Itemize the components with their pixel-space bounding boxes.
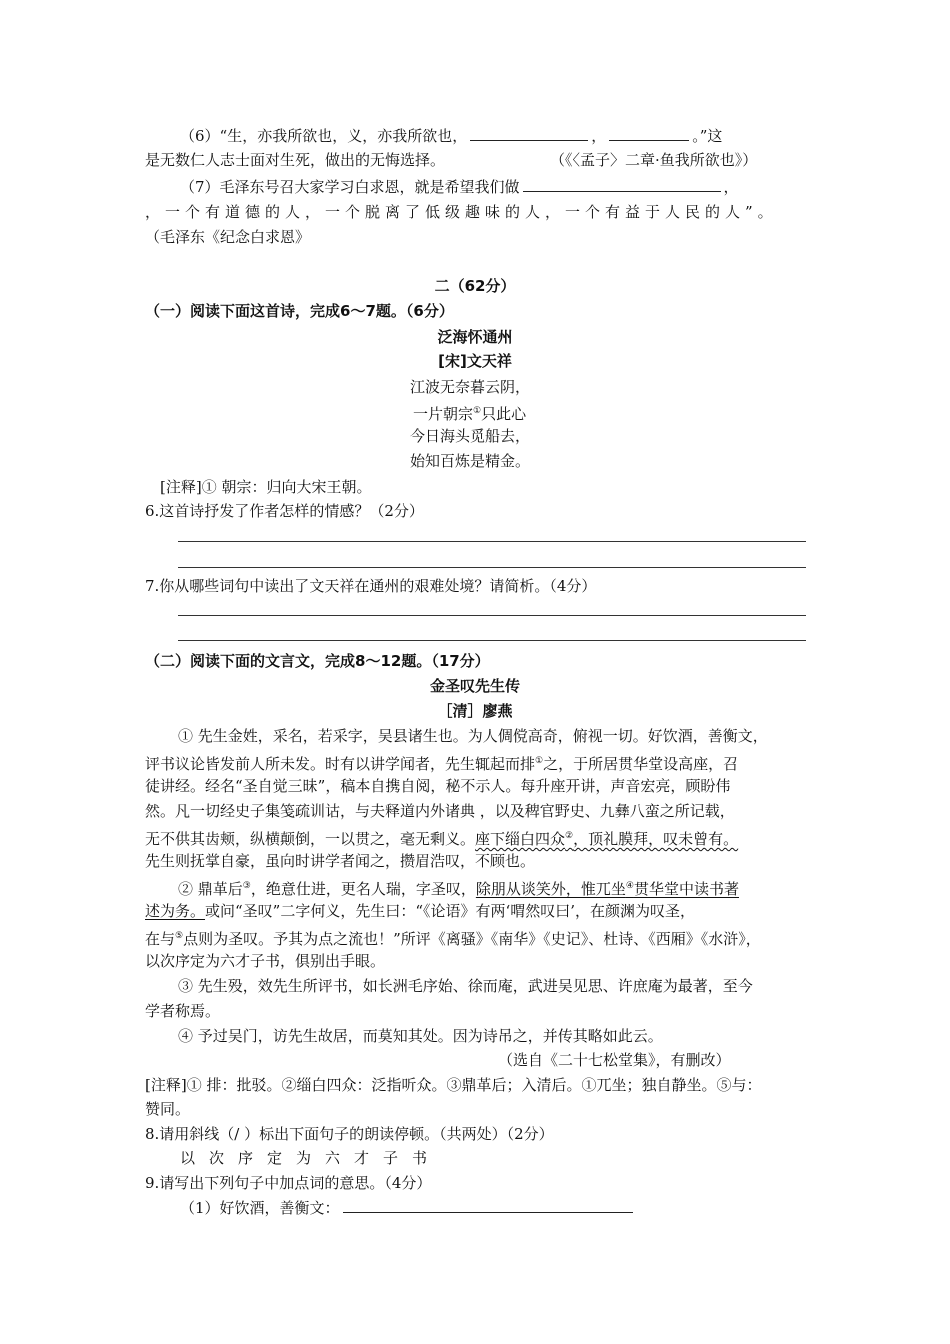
q7-recitation-line1 [180,177,739,199]
p2-line1a: ② 鼎革后 [178,880,243,898]
q9-item1 [180,1198,636,1220]
q7-end: ， [723,178,739,196]
part2-heading: （二）阅读下面的文言文，完成8～12题。（17分） [145,652,490,670]
p4-line: ④ 予过吴门，访先生故居，而莫知其处。因为诗吊之，并传其略如此云。 [178,1027,663,1045]
q6-blank-1[interactable] [470,126,588,141]
q8-sentence: 以次序定为六才子书 [180,1149,442,1167]
poem-line-1: 江波无奈暮云阴， [410,378,531,396]
poem-line-2a: 一片朝宗 [413,405,474,423]
p1-line3: 徒讲经。经名“圣自觉三昧”，稿本自携自阅，秘不示人。每升座开讲，声音宏亮，顾盼伟 [145,777,731,795]
question-6: 6.这首诗抒发了作者怎样的情感？（2分） [145,502,424,520]
q9-item1-blank[interactable] [343,1198,633,1213]
q7-blank[interactable] [523,177,721,192]
p1-line5b: 座下缁白四众 [475,830,566,848]
essay-source: （选自《二十七松堂集》，有删改） [498,1051,731,1069]
p2-line3b: 点则为圣叹。予其为点之流也！”所评《离骚》《南华》《史记》、杜诗、《西厢》《水浒》， [183,930,761,948]
poem-line-4: 始知百炼是精金。 [410,452,531,470]
p1-line5c: ，顶礼膜拜，叹未曾有。 [573,830,739,848]
p2-line1 [178,876,739,898]
p1-line5a: 无不供其齿颊，纵横颠倒，一以贯之，毫无剩义。 [145,830,476,848]
poem-line-2b: 只此心 [481,405,527,423]
q9-item1-text: （1）好饮酒，善衡文： [180,1199,340,1217]
q6-recitation-line1 [180,126,722,148]
q6-recitation-line2 [145,150,445,172]
p1-line1: ① 先生金姓，采名，若采字，吴县诸生也。为人倜傥高奇，俯视一切。好饮酒，善衡文， [178,727,768,745]
part1-heading: （一）阅读下面这首诗，完成6～7题。（6分） [145,302,454,320]
note-mark: ⑤ [175,931,184,941]
wavy-underlined-sentence [475,830,738,848]
note-mark: ④ [625,881,634,891]
poem-line-3: 今日海头觅船去， [410,427,531,445]
p2-line1c: 除朋从谈笑外，惟兀坐 [475,880,626,898]
q7-line2: ，一个有道德的人，一个脱离了低级趣味的人，一个有益于人民的人”。 [145,203,778,221]
poem-note: [注释]① 朝宗：归向大宋王朝。 [160,478,372,496]
p2-line1b: ，绝意仕进，更名人瑞，字圣叹， [250,880,476,898]
note-mark: ① [535,756,544,766]
q6-mid: ， [591,127,607,145]
section2-heading: 二（62分） [434,277,516,295]
p1-line5 [145,826,738,848]
p2-line3 [145,926,761,948]
underlined-sentence-part1 [476,880,739,898]
p1-line2b: 之，于所居贯华堂设高座，召 [543,755,739,773]
essay-author: ［清］廖燕 [437,702,513,720]
p1-line2a: 评书议论皆发前人所未发。时有以讲学闻者，先生辄起而排 [145,755,536,773]
answer-line-7b[interactable] [178,640,806,641]
poem-author: [宋]文天祥 [438,352,512,370]
p1-line6: 先生则抚掌自豪，虽向时讲学者闻之，攒眉浩叹，不顾也。 [145,852,536,870]
question-9: 9.请写出下列句子中加点词的意思。（4分） [145,1174,432,1192]
p2-line4: 以次序定为六才子书，俱别出手眼。 [145,952,386,970]
underlined-sentence-part2: 述为务。 [145,902,206,920]
essay-notes-line2: 赞同。 [145,1100,191,1118]
answer-line-7a[interactable] [178,615,806,616]
essay-notes-line1: [注释]① 排：批驳。②缁白四众：泛指听众。③鼎革后；入清后。①兀坐；独自静坐。⑤与： [145,1076,762,1094]
p1-line4: 然。凡一切经史子集笺疏训诂，与夫释道内外诸典 ，以及稗官野史、九彝八蛮之所记载， [145,802,735,820]
note-mark: ③ [242,881,251,891]
p3-line1: ③ 先生殁，效先生所评书，如长洲毛序始、徐而庵，武进吴见思、许庶庵为最著，至今 [178,977,753,995]
p2-line2b: 或问“圣叹”二字何义，先生曰：“《论语》有两‘喟然叹曰’，在颜渊为叹圣， [205,902,696,920]
p3-line2: 学者称焉。 [145,1002,221,1020]
note-mark: ② [565,831,574,841]
question-8: 8.请用斜线（/ ）标出下面句子的朗读停顿。（共两处）（2分） [145,1125,554,1143]
p1-line2 [145,751,738,773]
note-mark: ① [473,406,482,416]
p2-line2 [145,901,695,923]
p2-line1d: 贯华堂中读书著 [633,880,739,898]
answer-line-6a[interactable] [178,541,806,542]
q6-blank-2[interactable] [609,126,689,141]
q6-source: （《〈孟子〉二章·鱼我所欲也》） [550,151,758,169]
q6-prefix: （6）“生，亦我所欲也，义，亦我所欲也， [180,127,468,145]
answer-line-6b[interactable] [178,567,806,568]
p2-line3a: 在与 [145,930,176,948]
poem-line-2 [413,401,526,423]
q6-end: 。”这 [692,127,723,145]
question-7: 7.你从哪些词句中读出了文天祥在通州的艰难处境？请简析。（4分） [145,577,597,595]
q7-prefix: （7）毛泽东号召大家学习白求恩，就是希望我们做 [180,178,520,196]
q7-line3: （毛泽东《纪念白求恩》 [145,228,311,246]
q6-line2-text: 是无数仁人志士面对生死，做出的无悔选择。 [145,151,446,169]
poem-title: 泛海怀通州 [437,328,513,346]
essay-title: 金圣叹先生传 [429,677,520,695]
